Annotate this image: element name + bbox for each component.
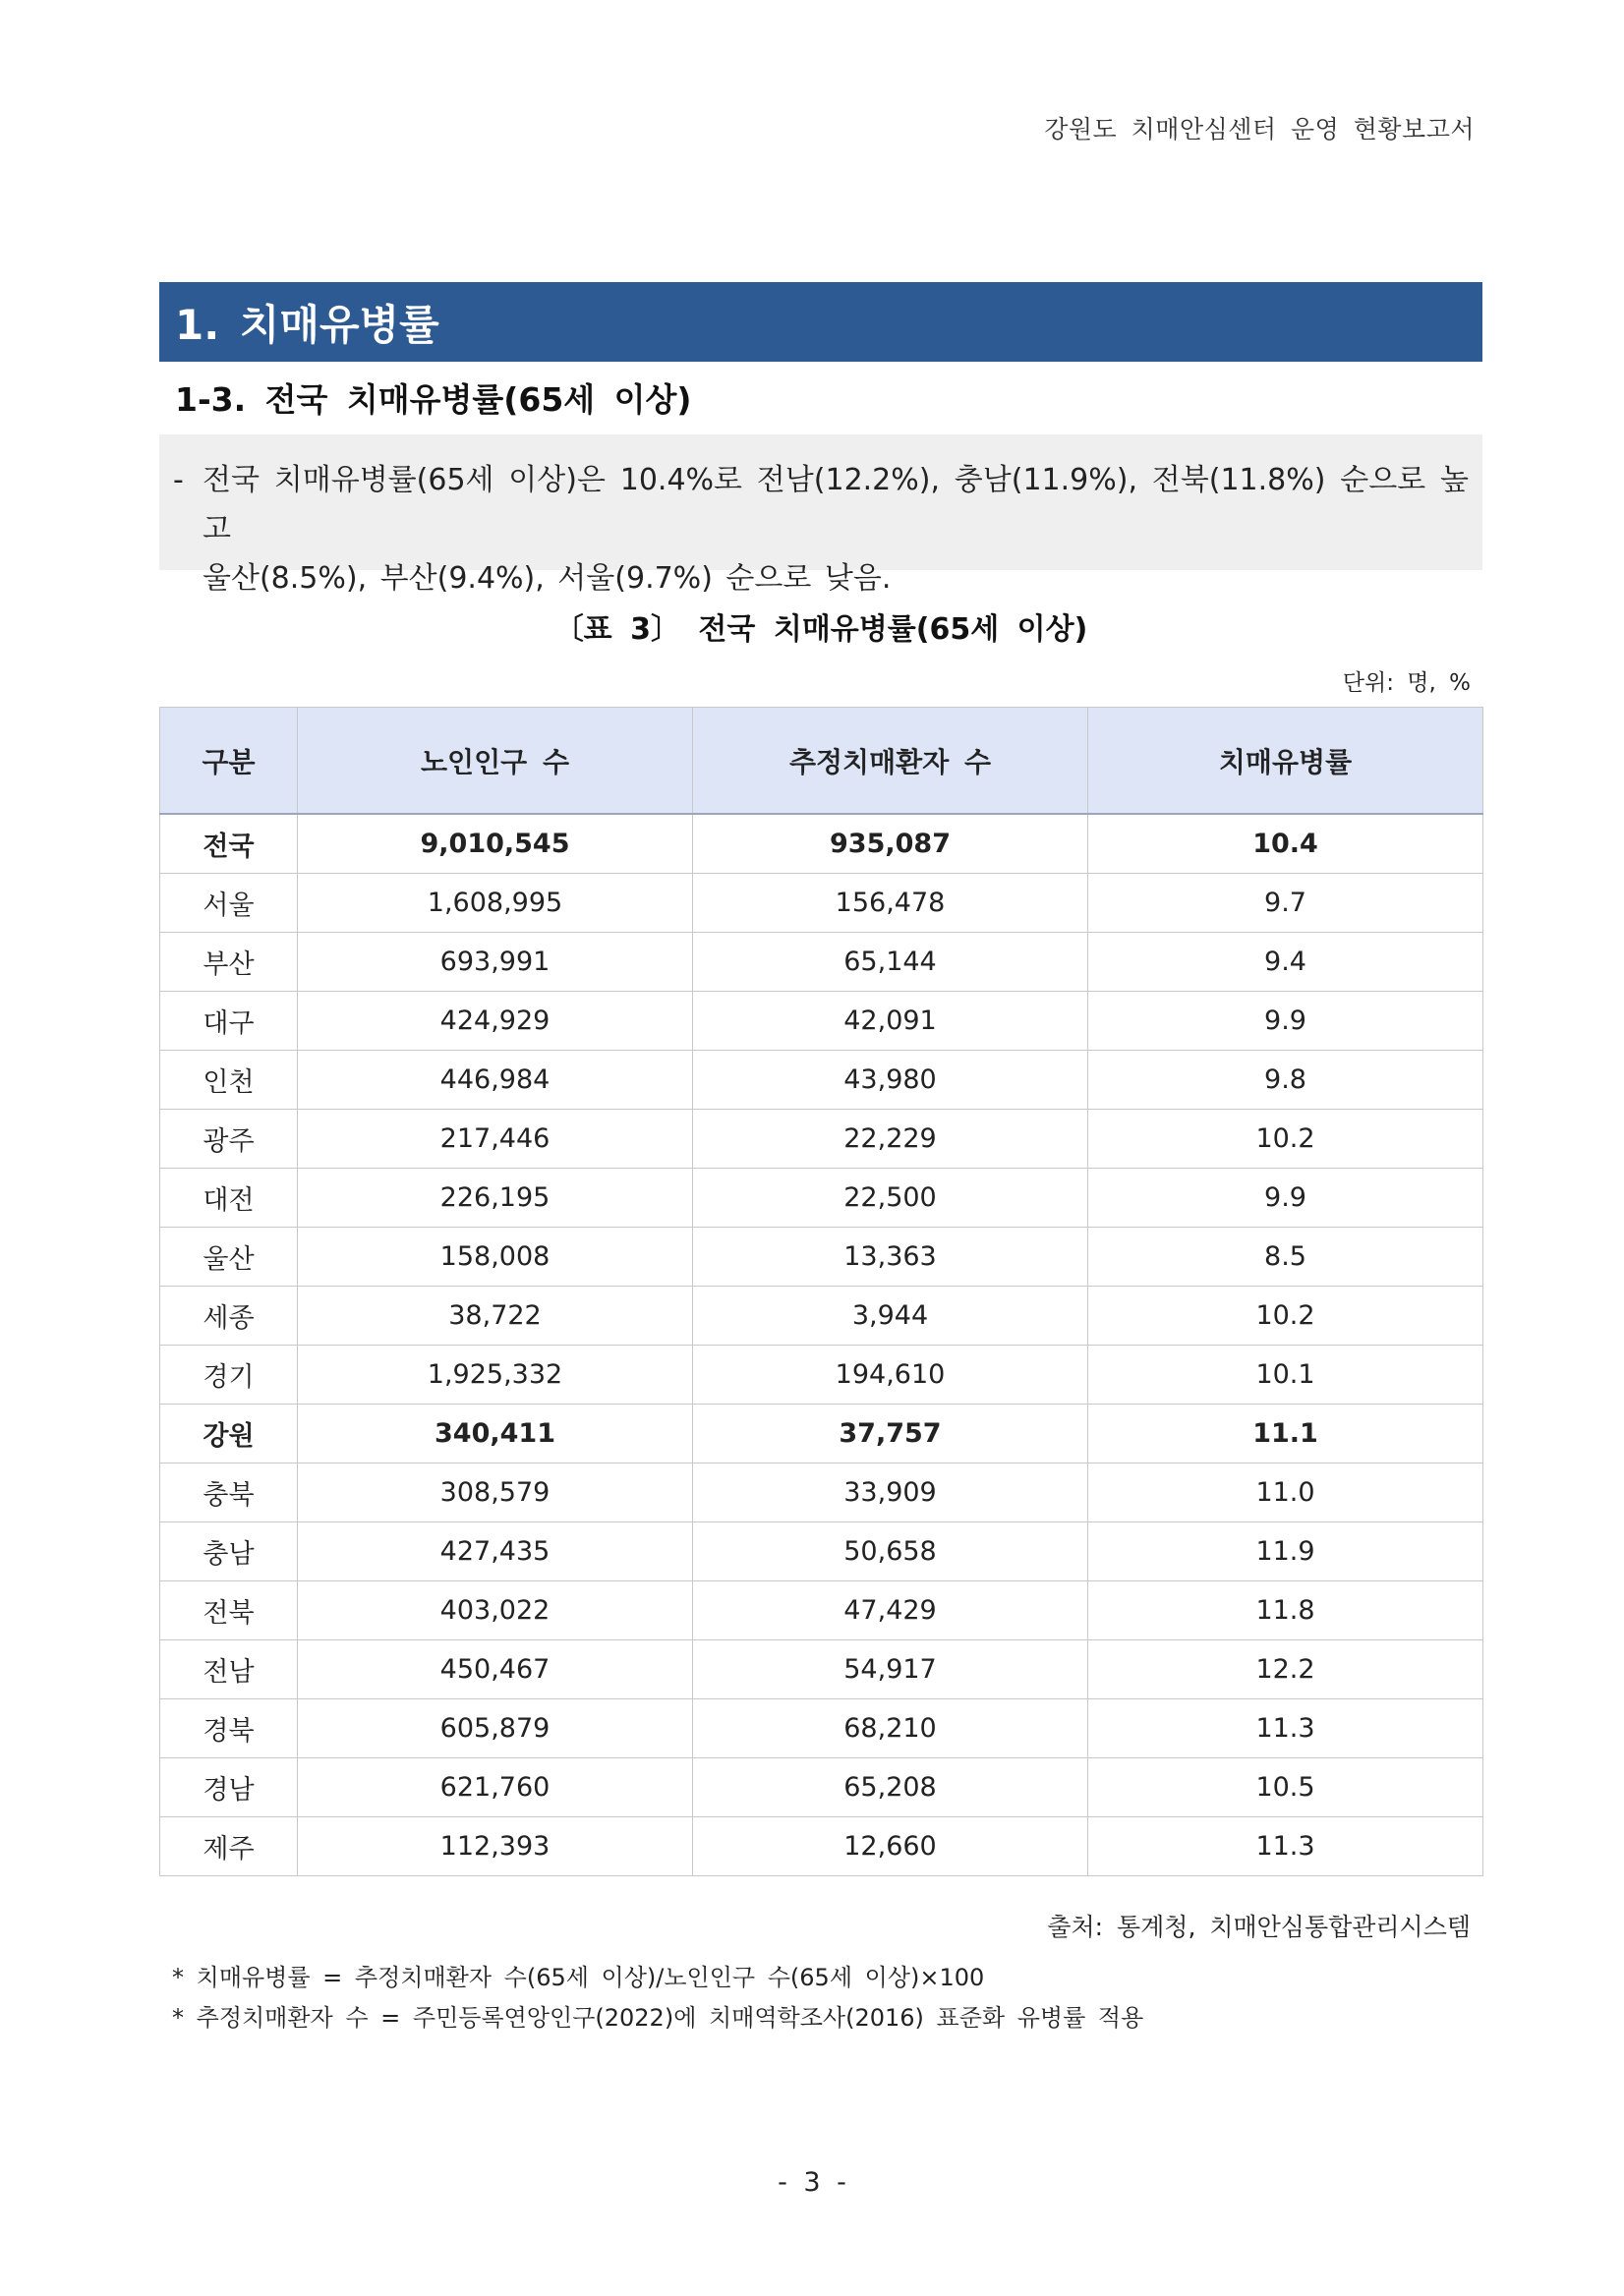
footnote-1: * 치매유병률 = 추정치매환자 수(65세 이상)/노인인구 수(65세 이상)×100: [172, 1964, 985, 1991]
cell-population: 403,022: [298, 1581, 693, 1640]
cell-region: 제주: [160, 1817, 298, 1876]
cell-region: 전남: [160, 1640, 298, 1699]
table-row: [160, 1817, 1483, 1876]
cell-rate: 11.1: [1088, 1405, 1483, 1464]
section-title: 1. 치매유병률: [175, 300, 439, 349]
table-row: [160, 992, 1483, 1051]
cell-patients: 54,917: [693, 1640, 1088, 1699]
running-header: 강원도 치매안심센터 운영 현황보고서: [1044, 115, 1475, 144]
cell-rate: 8.5: [1088, 1228, 1483, 1287]
cell-population: 427,435: [298, 1522, 693, 1581]
cell-rate: 11.3: [1088, 1817, 1483, 1876]
cell-region: 강원: [160, 1405, 298, 1464]
cell-patients: 33,909: [693, 1464, 1088, 1522]
unit-label: 단위: 명, %: [1342, 670, 1471, 696]
cell-population: 446,984: [298, 1051, 693, 1110]
cell-patients: 37,757: [693, 1405, 1088, 1464]
table-row: [160, 1346, 1483, 1405]
cell-population: 424,929: [298, 992, 693, 1051]
prevalence-table: [159, 707, 1483, 1876]
cell-region: 서울: [160, 874, 298, 933]
cell-population: 112,393: [298, 1817, 693, 1876]
cell-rate: 9.9: [1088, 992, 1483, 1051]
cell-region: 경기: [160, 1346, 298, 1405]
cell-region: 경남: [160, 1758, 298, 1817]
table-row: [160, 874, 1483, 933]
cell-population: 158,008: [298, 1228, 693, 1287]
summary-text-2: 울산(8.5%), 부산(9.4%), 서울(9.7%) 순으로 낮음.: [203, 561, 892, 596]
cell-rate: 10.2: [1088, 1287, 1483, 1346]
cell-population: 693,991: [298, 933, 693, 992]
cell-population: 217,446: [298, 1110, 693, 1169]
table-row: [160, 1169, 1483, 1228]
table-row: [160, 1640, 1483, 1699]
table-row: [160, 1228, 1483, 1287]
cell-rate: 10.4: [1088, 814, 1483, 874]
table-row: [160, 1522, 1483, 1581]
cell-patients: 47,429: [693, 1581, 1088, 1640]
cell-region: 충북: [160, 1464, 298, 1522]
cell-patients: 68,210: [693, 1699, 1088, 1758]
cell-patients: 43,980: [693, 1051, 1088, 1110]
cell-rate: 11.0: [1088, 1464, 1483, 1522]
table-row: [160, 1699, 1483, 1758]
table-row: [160, 1287, 1483, 1346]
table-row: [160, 1758, 1483, 1817]
table-row: [160, 1581, 1483, 1640]
cell-population: 605,879: [298, 1699, 693, 1758]
cell-patients: 156,478: [693, 874, 1088, 933]
page-number: - 3 -: [778, 2167, 846, 2198]
table-row: [160, 1051, 1483, 1110]
summary-text-1: 전국 치매유병률(65세 이상)은 10.4%로 전남(12.2%), 충남(11.9%), 전북(11.8%) 순으로 높고: [203, 463, 1469, 546]
summary-box: [159, 434, 1482, 596]
header-population: 노인인구 수: [298, 708, 693, 815]
cell-population: 621,760: [298, 1758, 693, 1817]
section-title-bar: [159, 282, 1482, 362]
cell-region: 광주: [160, 1110, 298, 1169]
cell-rate: 9.8: [1088, 1051, 1483, 1110]
cell-population: 450,467: [298, 1640, 693, 1699]
cell-population: 340,411: [298, 1405, 693, 1464]
header-rate: 치매유병률: [1088, 708, 1483, 815]
cell-population: 308,579: [298, 1464, 693, 1522]
table-row: [160, 1464, 1483, 1522]
cell-population: 1,925,332: [298, 1346, 693, 1405]
table-caption: 〔표 3〕 전국 치매유병률(65세 이상): [553, 612, 1088, 647]
cell-region: 경북: [160, 1699, 298, 1758]
cell-region: 인천: [160, 1051, 298, 1110]
cell-region: 전국: [160, 814, 298, 874]
footnotes: [172, 1958, 1143, 2038]
table-row: [160, 933, 1483, 992]
cell-region: 울산: [160, 1228, 298, 1287]
cell-patients: 42,091: [693, 992, 1088, 1051]
summary-dash: -: [173, 463, 184, 497]
table-row: [160, 1405, 1483, 1464]
cell-rate: 12.2: [1088, 1640, 1483, 1699]
cell-rate: 9.7: [1088, 874, 1483, 933]
cell-rate: 10.5: [1088, 1758, 1483, 1817]
cell-patients: 65,144: [693, 933, 1088, 992]
cell-patients: 935,087: [693, 814, 1088, 874]
cell-rate: 10.1: [1088, 1346, 1483, 1405]
cell-region: 대구: [160, 992, 298, 1051]
cell-patients: 3,944: [693, 1287, 1088, 1346]
cell-patients: 22,500: [693, 1169, 1088, 1228]
cell-population: 9,010,545: [298, 814, 693, 874]
cell-population: 1,608,995: [298, 874, 693, 933]
subsection-title: 1-3. 전국 치매유병률(65세 이상): [175, 380, 692, 419]
cell-region: 전북: [160, 1581, 298, 1640]
table-header-row: [160, 708, 1483, 815]
cell-rate: 10.2: [1088, 1110, 1483, 1169]
cell-patients: 22,229: [693, 1110, 1088, 1169]
cell-patients: 194,610: [693, 1346, 1088, 1405]
cell-region: 충남: [160, 1522, 298, 1581]
cell-population: 226,195: [298, 1169, 693, 1228]
cell-population: 38,722: [298, 1287, 693, 1346]
cell-rate: 9.9: [1088, 1169, 1483, 1228]
cell-rate: 9.4: [1088, 933, 1483, 992]
cell-rate: 11.8: [1088, 1581, 1483, 1640]
cell-patients: 65,208: [693, 1758, 1088, 1817]
cell-patients: 50,658: [693, 1522, 1088, 1581]
cell-rate: 11.3: [1088, 1699, 1483, 1758]
table-row: [160, 1110, 1483, 1169]
cell-patients: 12,660: [693, 1817, 1088, 1876]
header-region: 구분: [160, 708, 298, 815]
footnote-2: * 추정치매환자 수 = 주민등록연앙인구(2022)에 치매역학조사(2016) 표준화 유병률 적용: [172, 2004, 1144, 2032]
table-body: [160, 814, 1483, 1876]
source-note: 출처: 통계청, 치매안심통합관리시스템: [1047, 1913, 1471, 1941]
cell-patients: 13,363: [693, 1228, 1088, 1287]
summary-line-1: [173, 456, 1469, 554]
cell-region: 세종: [160, 1287, 298, 1346]
cell-rate: 11.9: [1088, 1522, 1483, 1581]
cell-region: 대전: [160, 1169, 298, 1228]
table-row: [160, 814, 1483, 874]
cell-region: 부산: [160, 933, 298, 992]
header-patients: 추정치매환자 수: [693, 708, 1088, 815]
